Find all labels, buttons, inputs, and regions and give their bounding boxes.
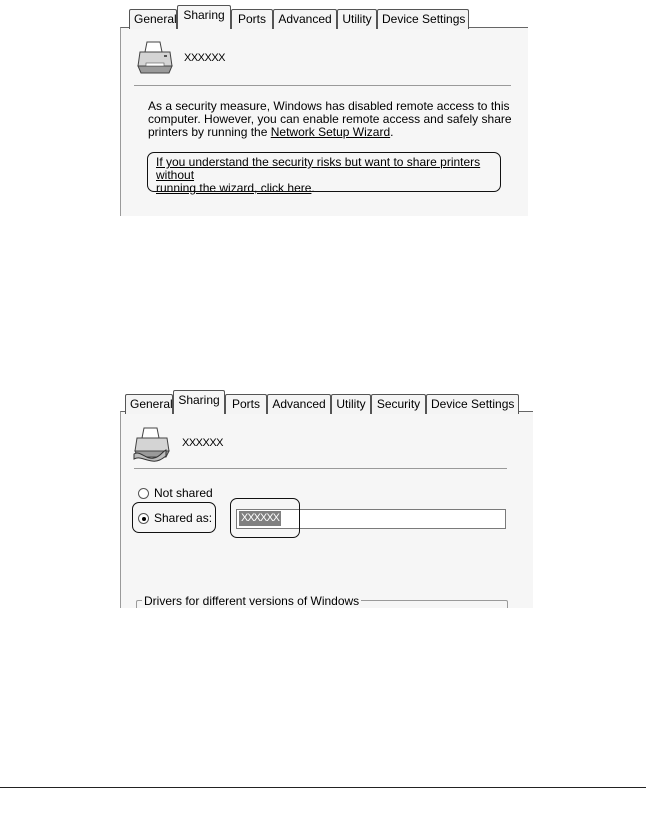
security-message-line-1: As a security measure, Windows has disabled remote access to this — [148, 99, 510, 113]
tab-advanced[interactable]: Advanced — [267, 394, 331, 414]
network-setup-wizard-link[interactable]: Network Setup Wizard — [270, 125, 391, 139]
drivers-group-label: Drivers for different versions of Windows — [144, 594, 360, 608]
period: . — [311, 181, 315, 195]
tab-general[interactable]: General — [129, 9, 177, 29]
printer-icon — [136, 40, 174, 76]
tab-device-settings[interactable]: Device Settings — [377, 9, 469, 29]
separator — [134, 85, 511, 86]
shared-as-label[interactable]: Shared as: — [154, 511, 213, 525]
not-shared-radio[interactable] — [138, 488, 149, 499]
tab-utility[interactable]: Utility — [331, 394, 371, 414]
not-shared-label[interactable]: Not shared — [154, 486, 213, 500]
tab-utility[interactable]: Utility — [337, 9, 377, 29]
tab-ports[interactable]: Ports — [231, 9, 273, 29]
separator — [134, 468, 507, 469]
security-message — [148, 100, 523, 139]
click-here-link[interactable]: running the wizard, click here — [156, 181, 312, 195]
tab-sharing[interactable]: Sharing — [173, 390, 225, 414]
tab-ports[interactable]: Ports — [225, 394, 267, 414]
printer-name: XXXXXX — [184, 52, 226, 64]
page-footer-rule — [0, 787, 646, 788]
printer-properties-dialog-bottom — [120, 386, 533, 608]
printer-properties-dialog-top — [120, 0, 528, 216]
printer-name: XXXXXX — [182, 437, 224, 449]
share-name-callout — [230, 498, 300, 538]
highlight-callout — [147, 152, 501, 192]
security-message-text: printers by running the — [148, 125, 271, 139]
tab-security[interactable]: Security — [371, 394, 426, 414]
tab-device-settings[interactable]: Device Settings — [426, 394, 519, 414]
period: . — [390, 125, 394, 139]
security-message-line-2: computer. However, you can enable remote access and safely share — [148, 112, 512, 126]
tab-advanced[interactable]: Advanced — [273, 9, 337, 29]
shared-printer-icon — [132, 426, 172, 462]
share-link-line-1[interactable]: If you understand the security risks but want to share printers without — [156, 155, 481, 182]
tab-general[interactable]: General — [125, 394, 173, 414]
shared-as-callout — [132, 502, 216, 533]
share-name-value: XXXXXX — [241, 512, 280, 524]
security-message-line-3 — [148, 126, 523, 139]
tab-sharing[interactable]: Sharing — [177, 5, 231, 29]
